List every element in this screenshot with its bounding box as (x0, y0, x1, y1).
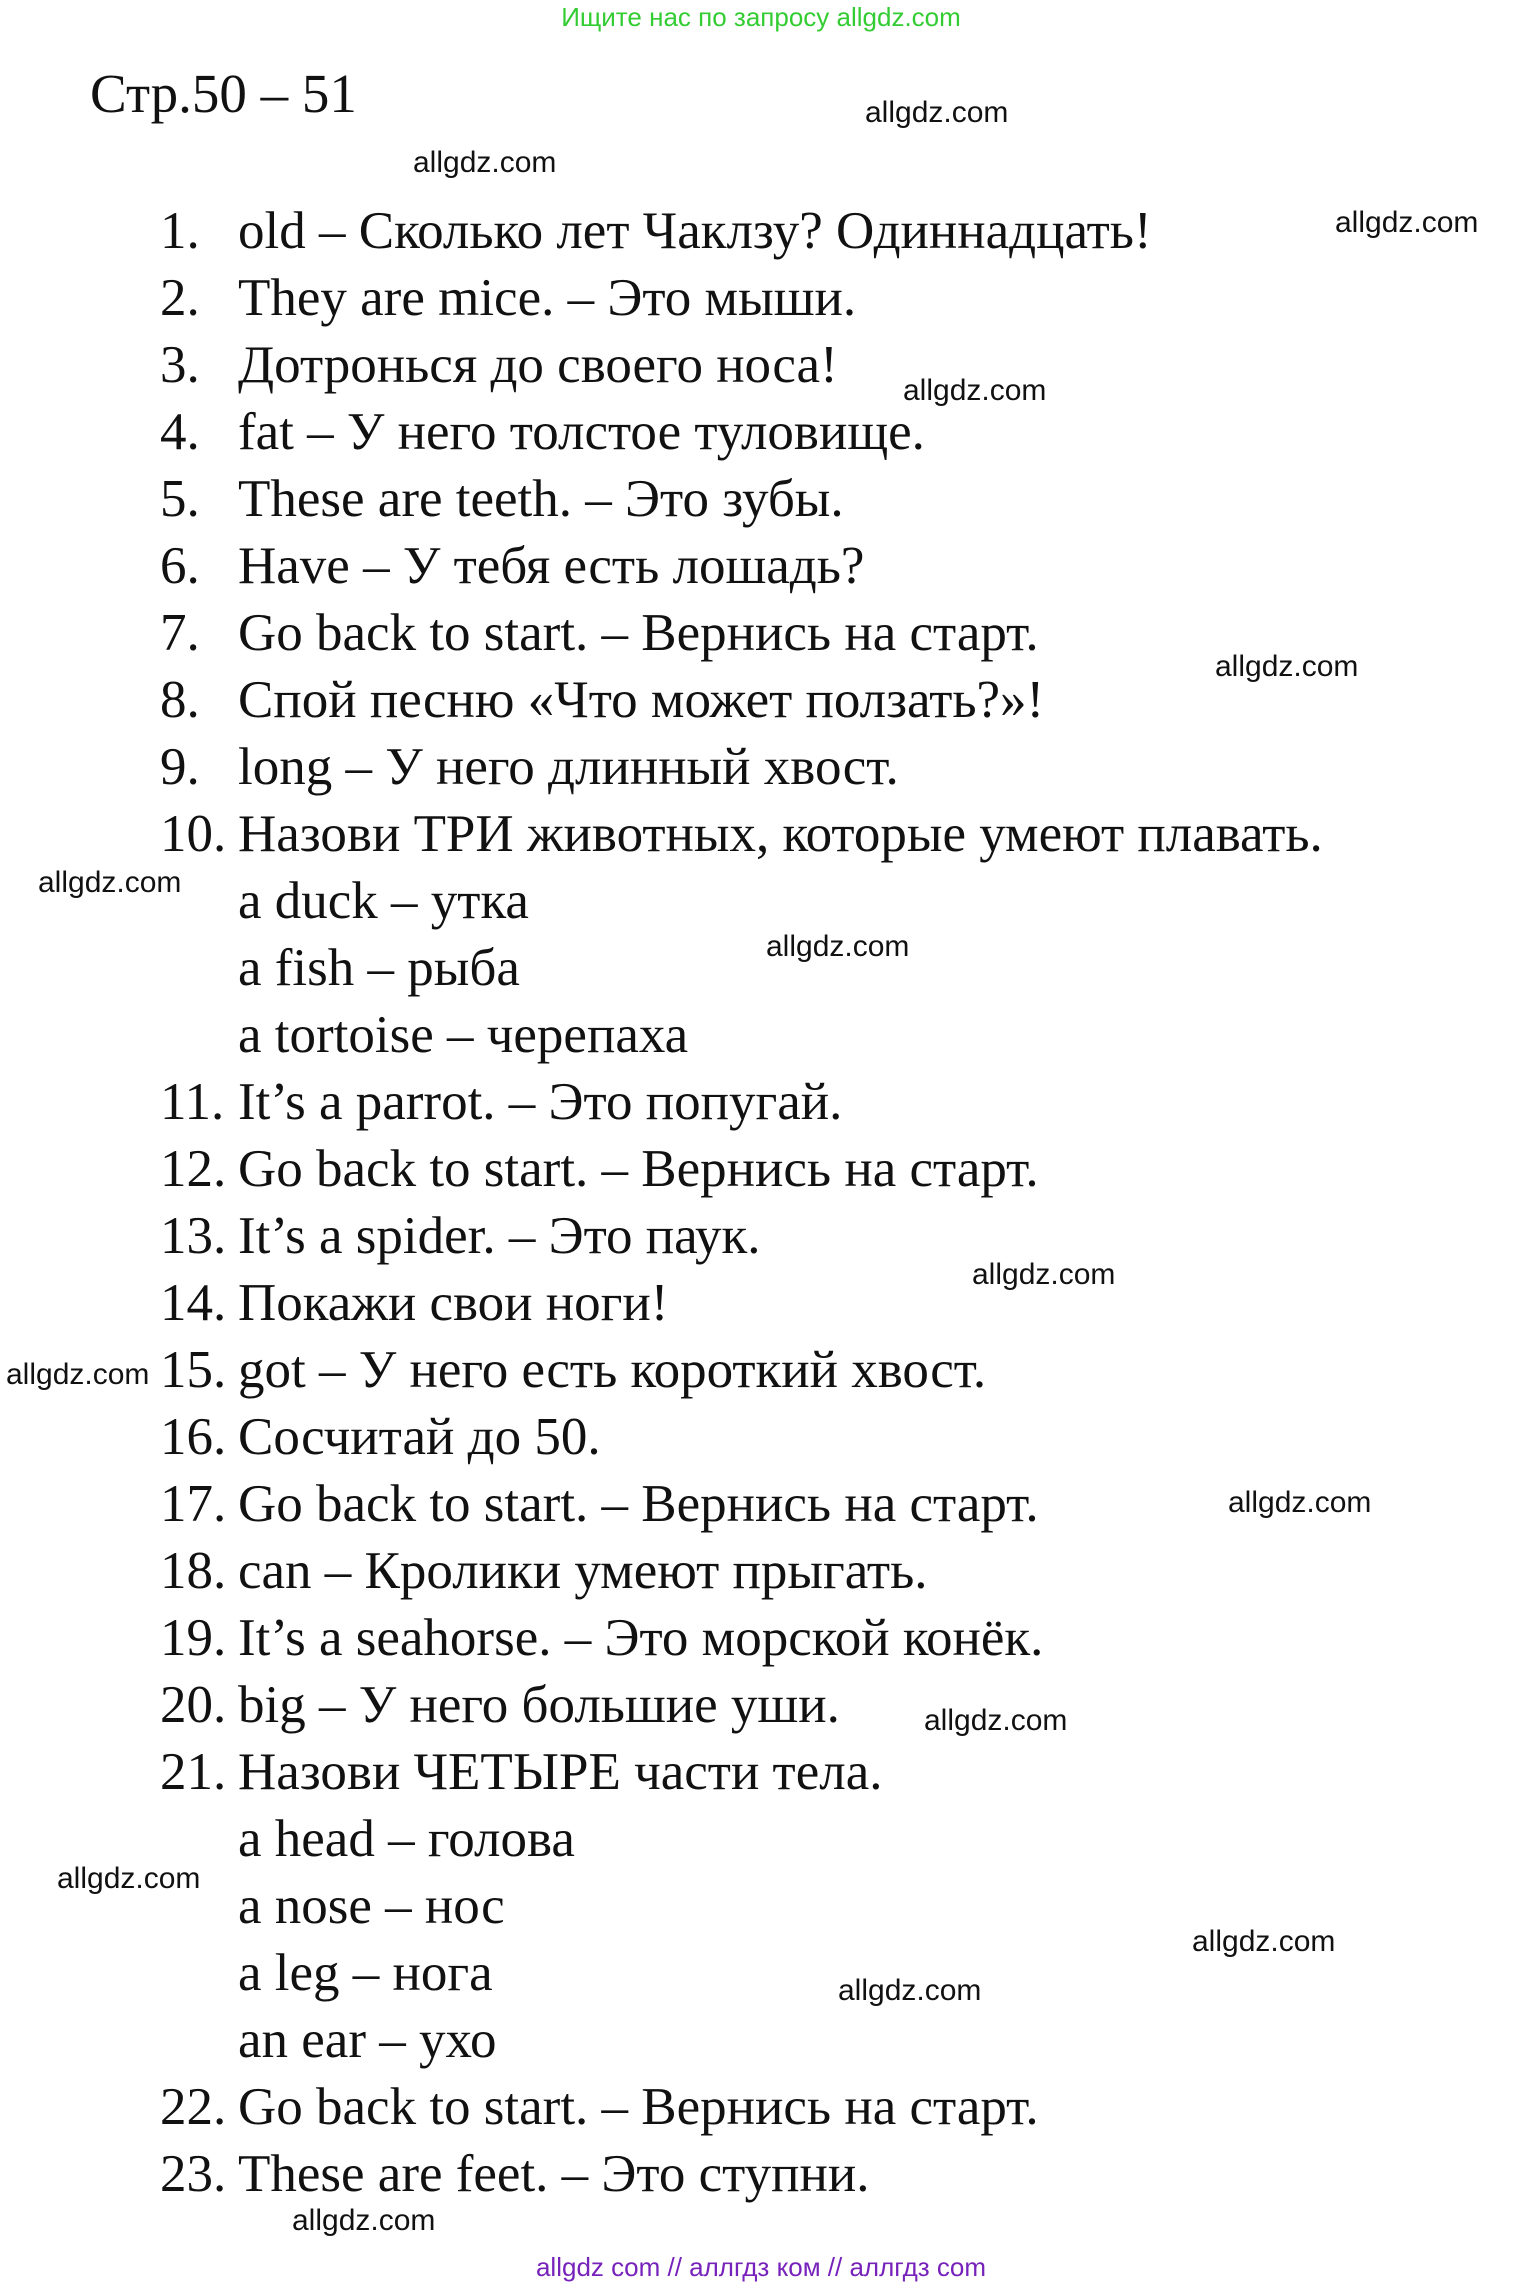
line-number: 21. (160, 1743, 227, 1801)
line-text: They are mice. – Это мыши. (238, 269, 857, 327)
line-text: Go back to start. – Вернись на старт. (238, 1475, 1039, 1533)
line-text: It’s a parrot. – Это попугай. (238, 1073, 843, 1131)
answer-subline (160, 2007, 1323, 2074)
line-number: 1. (160, 202, 200, 260)
answer-line-6 (160, 533, 1323, 600)
line-text: Дотронься до своего носа! (238, 336, 838, 394)
answer-line-20 (160, 1672, 1323, 1739)
line-number: 15. (160, 1341, 227, 1399)
line-number: 6. (160, 537, 200, 595)
answer-line-11 (160, 1069, 1323, 1136)
line-number: 11. (160, 1073, 225, 1131)
line-text: can – Кролики умеют прыгать. (238, 1542, 928, 1600)
line-number: 14. (160, 1274, 227, 1332)
line-text: old – Сколько лет Чаклзу? Одиннадцать! (238, 202, 1152, 260)
answer-line-5 (160, 466, 1323, 533)
line-text: These are teeth. – Это зубы. (238, 470, 844, 528)
line-number: 4. (160, 403, 200, 461)
watermark: allgdz.com (292, 2204, 436, 2237)
line-number: 8. (160, 671, 200, 729)
line-number: 18. (160, 1542, 227, 1600)
line-text: a tortoise – черепаха (238, 1006, 689, 1064)
line-text: Go back to start. – Вернись на старт. (238, 604, 1039, 662)
answer-line-4 (160, 399, 1323, 466)
answer-line-14 (160, 1270, 1323, 1337)
line-number: 12. (160, 1140, 227, 1198)
line-number: 3. (160, 336, 200, 394)
line-number: 9. (160, 738, 200, 796)
line-text: It’s a spider. – Это паук. (238, 1207, 761, 1265)
line-number: 19. (160, 1609, 227, 1667)
line-number: 7. (160, 604, 200, 662)
answer-subline (160, 868, 1323, 935)
line-text: Go back to start. – Вернись на старт. (238, 2078, 1039, 2136)
answer-line-22 (160, 2074, 1323, 2141)
answer-line-19 (160, 1605, 1323, 1672)
answer-line-13 (160, 1203, 1323, 1270)
line-text: Сосчитай до 50. (238, 1408, 601, 1466)
answer-line-10 (160, 801, 1323, 868)
line-text: Покажи свои ноги! (238, 1274, 669, 1332)
answer-subline (160, 1806, 1323, 1873)
line-number: 20. (160, 1676, 227, 1734)
line-text: It’s a seahorse. – Это морской конёк. (238, 1609, 1044, 1667)
watermark: allgdz.com (903, 374, 1047, 407)
answer-subline (160, 935, 1323, 1002)
line-text: Спой песню «Что может ползать?»! (238, 671, 1045, 729)
line-text: a leg – нога (238, 1944, 493, 2002)
line-number: 16. (160, 1408, 227, 1466)
top-banner[interactable]: Ищите нас по запросу allgdz.com (561, 2, 961, 32)
answer-list (160, 198, 1323, 2208)
line-number: 13. (160, 1207, 227, 1265)
answer-line-12 (160, 1136, 1323, 1203)
line-text: a nose – нос (238, 1877, 505, 1935)
answer-line-15 (160, 1337, 1323, 1404)
answer-line-9 (160, 734, 1323, 801)
answer-subline (160, 1002, 1323, 1069)
answer-line-17 (160, 1471, 1323, 1538)
answer-line-3 (160, 332, 1323, 399)
line-text: big – У него большие уши. (238, 1676, 840, 1734)
answer-subline (160, 1873, 1323, 1940)
watermark: allgdz.com (924, 1704, 1068, 1737)
line-text: Go back to start. – Вернись на старт. (238, 1140, 1039, 1198)
watermark: allgdz.com (6, 1358, 150, 1391)
watermark: allgdz.com (972, 1258, 1116, 1291)
line-text: a fish – рыба (238, 939, 520, 997)
answer-line-18 (160, 1538, 1323, 1605)
answer-line-1 (160, 198, 1323, 265)
answer-line-16 (160, 1404, 1323, 1471)
watermark: allgdz.com (1228, 1486, 1372, 1519)
line-text: fat – У него толстое туловище. (238, 403, 925, 461)
line-number: 5. (160, 470, 200, 528)
line-text: a head – голова (238, 1810, 575, 1868)
watermark: allgdz.com (766, 930, 910, 963)
watermark: allgdz.com (413, 146, 557, 179)
line-text: long – У него длинный хвост. (238, 738, 899, 796)
line-number: 2. (160, 269, 200, 327)
watermark: allgdz.com (838, 1974, 982, 2007)
answer-line-2 (160, 265, 1323, 332)
line-text: an ear – ухо (238, 2011, 497, 2069)
line-text: Назови ТРИ животных, которые умеют плавать. (238, 805, 1323, 863)
answer-line-21 (160, 1739, 1323, 1806)
watermark: allgdz.com (1192, 1925, 1336, 1958)
answer-line-8 (160, 667, 1323, 734)
watermark: allgdz.com (1215, 650, 1359, 683)
page-title: Стр.50 – 51 (90, 63, 357, 124)
answer-line-7 (160, 600, 1323, 667)
watermark: allgdz.com (38, 866, 182, 899)
answer-line-23 (160, 2141, 1323, 2208)
line-text: Have – У тебя есть лошадь? (238, 537, 865, 595)
watermark: allgdz.com (1335, 206, 1479, 239)
line-text: a duck – утка (238, 872, 529, 930)
line-text: These are feet. – Это ступни. (238, 2145, 870, 2203)
watermark: allgdz.com (865, 96, 1009, 129)
line-number: 17. (160, 1475, 227, 1533)
line-number: 10. (160, 805, 227, 863)
watermark: allgdz.com (57, 1862, 201, 1895)
line-number: 23. (160, 2145, 227, 2203)
line-text: Назови ЧЕТЫРЕ части тела. (238, 1743, 883, 1801)
bottom-banner[interactable]: allgdz com // аллгдз ком // аллгдз com (535, 2252, 987, 2282)
line-text: got – У него есть короткий хвост. (238, 1341, 987, 1399)
line-number: 22. (160, 2078, 227, 2136)
answer-subline (160, 1940, 1323, 2007)
